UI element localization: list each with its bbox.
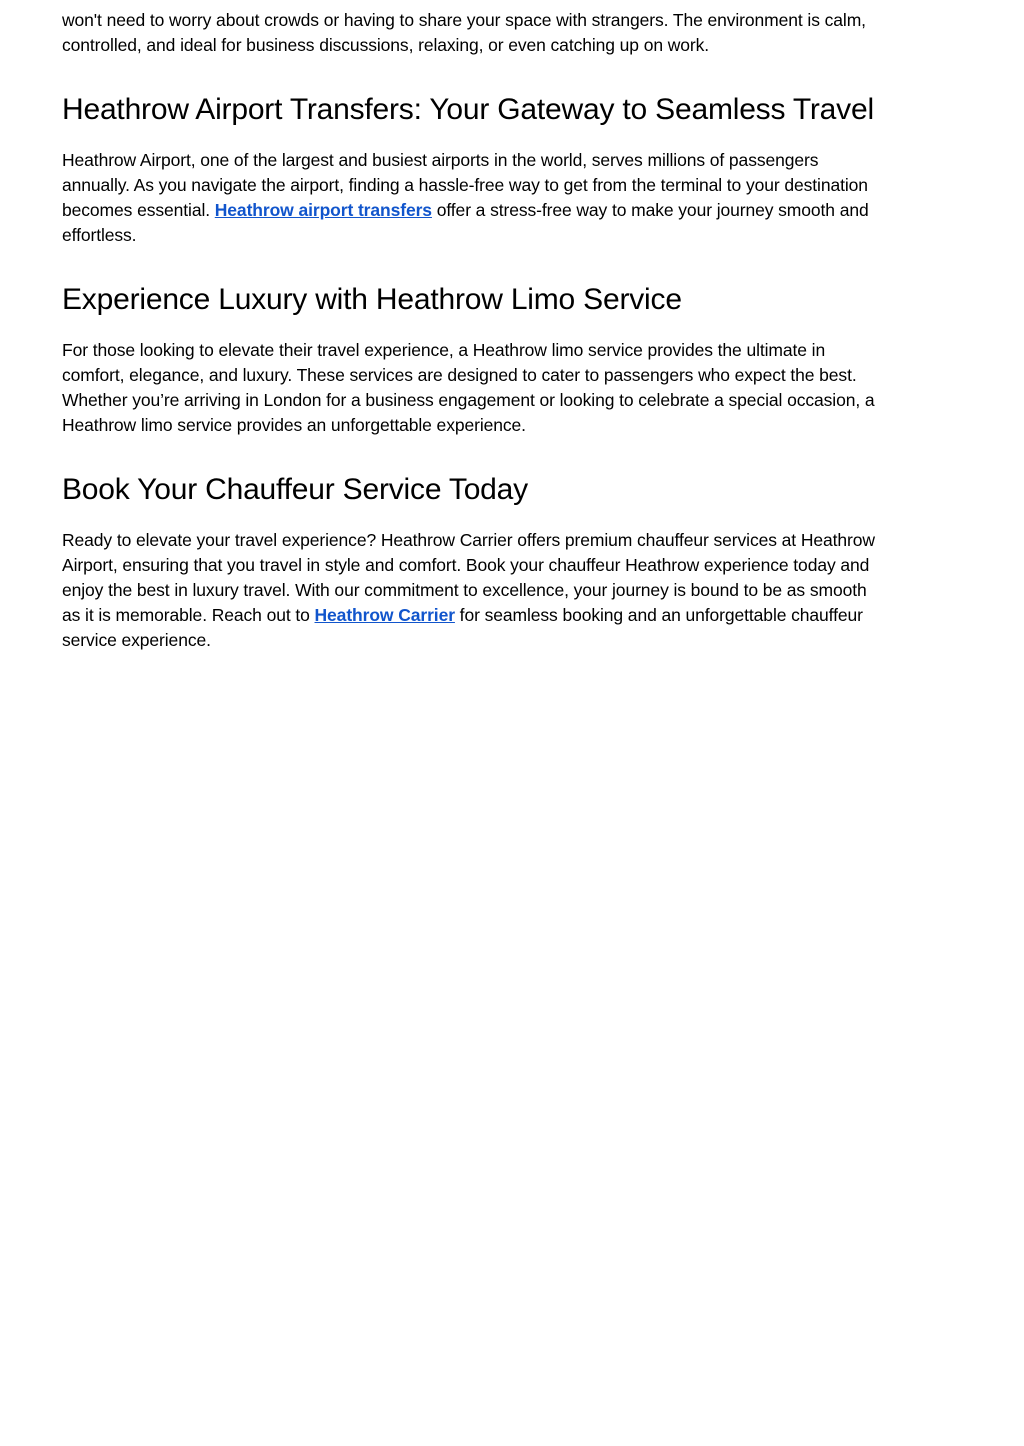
heathrow-airport-transfers-link[interactable]: Heathrow airport transfers (214, 200, 432, 220)
paragraph-line: comfort, elegance, and luxury. These services are designed to cater to passengers who expect the best. (62, 365, 857, 385)
paragraph-line: Whether you’re arriving in London for a business engagement or looking to celebrate a special occasion, a (62, 390, 875, 410)
heading-book-chauffeur: Book Your Chauffeur Service Today (62, 473, 528, 506)
paragraph-line: annually. As you navigate the airport, finding a hassle-free way to get from the terminal to your destination (62, 175, 868, 195)
paragraph-line: for seamless booking and an unforgettable chauffeur (454, 605, 863, 625)
paragraph-line: Ready to elevate your travel experience? Heathrow Carrier offers premium chauffeur services at Heathrow (62, 530, 875, 550)
heading-airport-transfers: Heathrow Airport Transfers: Your Gateway to Seamless Travel (62, 93, 874, 126)
heathrow-carrier-link[interactable]: Heathrow Carrier (314, 605, 455, 625)
heading-limo-service: Experience Luxury with Heathrow Limo Service (62, 283, 682, 316)
paragraph-line: For those looking to elevate their travel experience, a Heathrow limo service provides the ultimate in (62, 340, 826, 360)
paragraph-line: Airport, ensuring that you travel in style and comfort. Book your chauffeur Heathrow experience today and (62, 555, 870, 575)
paragraph-line: Heathrow Airport, one of the largest and busiest airports in the world, serves millions of passengers (62, 150, 819, 170)
paragraph-line: becomes essential. (62, 200, 215, 220)
paragraph-line: offer a stress-free way to make your journey smooth and (431, 200, 869, 220)
paragraph-line: Heathrow limo service provides an unforgettable experience. (62, 415, 526, 435)
intro-line: controlled, and ideal for business discussions, relaxing, or even catching up on work. (62, 35, 710, 55)
paragraph-line: enjoy the best in luxury travel. With our commitment to excellence, your journey is bound to be as smooth (62, 580, 867, 600)
intro-line: won't need to worry about crowds or having to share your space with strangers. The environment is calm, (62, 10, 866, 30)
intro-paragraph (62, 8, 952, 58)
paragraph-book-chauffeur (62, 528, 952, 653)
paragraph-limo-service (62, 338, 952, 438)
paragraph-line: service experience. (62, 630, 211, 650)
paragraph-line: as it is memorable. Reach out to (62, 605, 315, 625)
paragraph-airport-transfers (62, 148, 952, 248)
paragraph-line: effortless. (62, 225, 137, 245)
